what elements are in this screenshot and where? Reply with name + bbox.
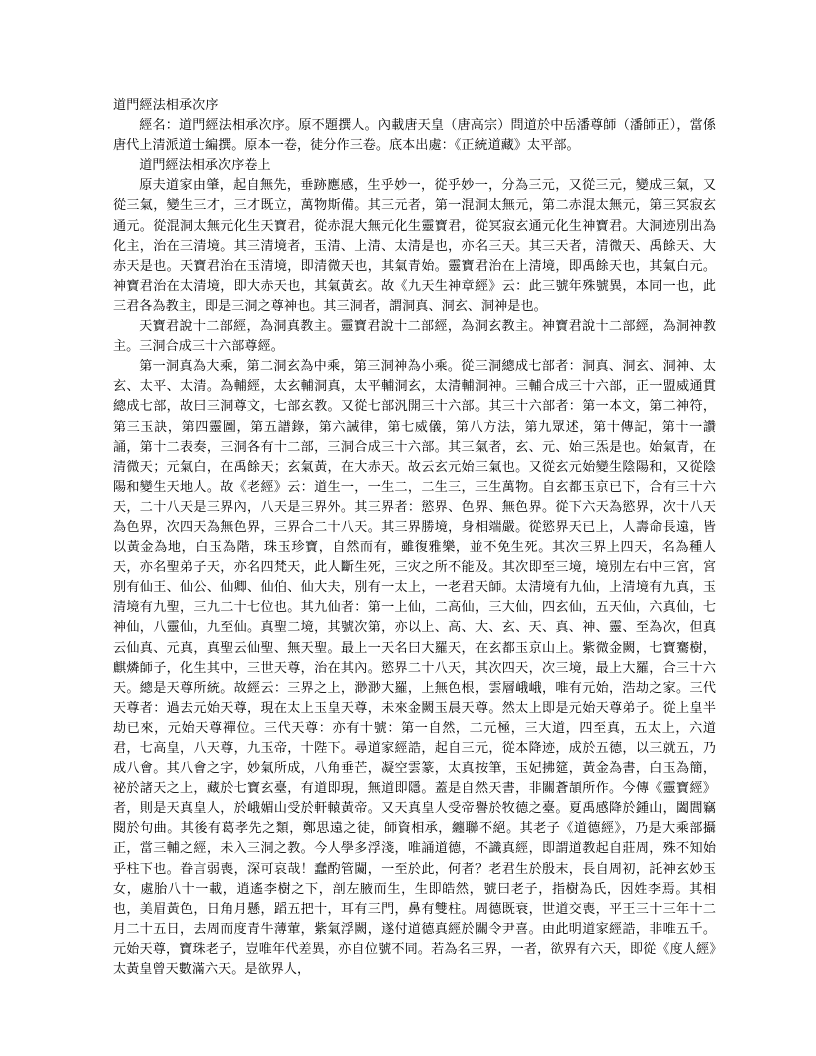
paragraph-volume-heading: 道門經法相承次序卷上 <box>139 158 271 174</box>
paragraph-body-3: 第一洞真為大乘，第二洞玄為中乘，第三洞神為小乘。從三洞總成七部者：洞真、洞玄、洞神、太玄、太平、太清。為輔經，太玄輔洞真，太平輔洞玄，太清輔洞神。三輔合成三十六部，正一盟威通貫總成七部，故曰三洞尊文，七部玄教。又從七部汎開三十六部。其三十六部者：第一本文，第二神符，第三玉訣，第四靈圖，第五譜錄，第六誡律，第七威儀，第八方法，第九眾述，第十傳記，第十一讚誦，第十二表奏，三洞各有十二部，三洞合成三十六部。其三氣者，玄、元、始三炁是也。始氣青，在清微天；元氣白，在禹餘天；玄氣黃，在大赤天。故云玄元始三氣也。又從玄元始變生陰陽和，又從陰陽和變生天地人。故《老經》云：道生一，一生二，二生三，三生萬物。自玄都玉京已下，合有三十六天，二十八天是三界內，八天是三界外。其三界者：慾界、色界、無色界。從下六天為慾界，次十八天為色界，次四天為無色界，三界合二十八天。其三界勝境，身相端嚴。從慾界天已上，人壽命長遠，皆以黃金為地，白玉為階，珠玉珍寶，自然而有，雖復雅樂，並不免生死。其次三界上四天，名為種人天，亦名聖弟子天，亦名四梵天，此人斷生死，三灾之所不能及。其次即至三境，境別左右中三宮，宮別有仙王、仙公、仙卿、仙伯、仙大夫，別有一太上，一老君天師。太清境有九仙，上清境有九真，玉清境有九聖，三九二十七位也。其九仙者：第一上仙，二高仙，三大仙，四玄仙，五天仙，六真仙，七神仙，八靈仙，九至仙。真聖二境，其號次第，亦以上、高、大、玄、天、真、神、靈、至為次，但真云仙真、元真，真聖云仙聖、無天聖。最上一天名曰大羅天，在玄都玉京山上。紫微金闕，七寶騫樹，麒燐師子，化生其中，三世天尊，治在其內。慾界二十八天，其次四天，次三境，最上大羅，合三十六天。總是天尊所統。故經云：三界之上，渺渺大羅，上無色根，雲層峨峨，唯有元始，浩劫之家。三代天尊者：過去元始天尊，現在太上玉皇天尊，未來金闕玉晨天尊。然太上即是元始天尊弟子。從上皇半劫已來，元始天尊禪位。三代天尊：亦有十號：第一自然，二元極，三大道，四至真，五太上，六道君，七高皇，八天尊，九玉帝，十陛下。尋道家經誥，起自三元，從本降迹，成於五德，以三就五，乃成八會。其八會之字，妙氣所成，八角垂芒，凝空雲篆，太真按筆，玉妃拂筵，黃金為書，白玉為簡，祕於諸天之上，藏於七寶玄臺，有道即現，無道即隱。蓋是自然天書，非關蒼頡所作。今傳《靈寶經》者，則是天真皇人，於峨媚山受於軒轅黃帝。又天真皇人受帝譽於牧德之臺。夏禹感降於鍾山，闔閭竊閱於句曲。其後有葛孝先之類，鄭思遠之徒，師資相承，纏聯不絕。其老子《道德經》，乃是大乘部攝正，當三輔之經，未入三洞之教。今人學多浮淺，唯誦道德，不識真經，即謂道教起自莊周，殊不知始乎柱下也。眷言弱喪，深可哀哉！蠢酌管闚，一至於此，何者？老君生於殷末，長自周初，託神玄妙玉女，處胎八十一載，逍遙李樹之下，剖左腋而生，生即皓然，號曰老子，指樹為氏，因姓李焉。其相也，美眉黃色，日角月懸，蹈五把十，耳有三門，鼻有雙柱。周德既衰，世道交喪，平王三十三年十二月二十五日，去周而度青牛薄葷，紫氣浮闕，遂付道德真經於關令尹喜。由此明道家經誥，非唯五千。元始天尊，寶珠老子，豈唯年代差異，亦自位號不同。若為名三界，一者，欲界有六天，即從《度人經》太黃皇曾天數滿六天。是欲界人， <box>113 359 716 978</box>
paragraph-body-2: 天寶君說十二部經，為洞真教主。靈寶君說十二部經，為洞玄教主。神寶君說十二部經，為洞神教主。三洞合成三十六部尊經。 <box>113 319 716 355</box>
page-title: 道門經法相承次序 <box>113 98 219 113</box>
paragraph-colophon: 經名：道門經法相承次序。原不題撰人。內載唐天皇（唐高宗）問道於中岳潘尊師（潘師正），當係唐代上清派道士編撰。原本一卷，徒分作三卷。底本出處：《正統道藏》太平部。 <box>113 118 716 154</box>
paragraph-body-1: 原夫道家由肇，起自無先，垂跡應感，生乎妙一，從乎妙一，分為三元，又從三元，變成三氣，又從三氣，變生三才，三才既立，萬物斯備。其三元者，第一混洞太無元，第二赤混太無元，第三冥寂玄通元。從混洞太無元化生天寶君，從赤混大無元化生靈寶君，從冥寂玄通元化生神寶君。大洞迹別出為化主，治在三清境。其三清境者，玉清、上清、太清是也，亦名三天。其三天者，清微天、禹餘天、大赤天是也。天寶君治在玉清境，即清微天也，其氣青始。靈寶君治在上清境，即禹餘天也，其氣白元。神寶君治在太清境，即大赤天也，其氣黃玄。故《九天生神章經》云：此三號年殊號異，本同一也，此三君各為教主，即是三洞之尊神也。其三洞者，謂洞真、洞玄、洞神是也。 <box>113 178 716 314</box>
document-body <box>113 96 716 980</box>
